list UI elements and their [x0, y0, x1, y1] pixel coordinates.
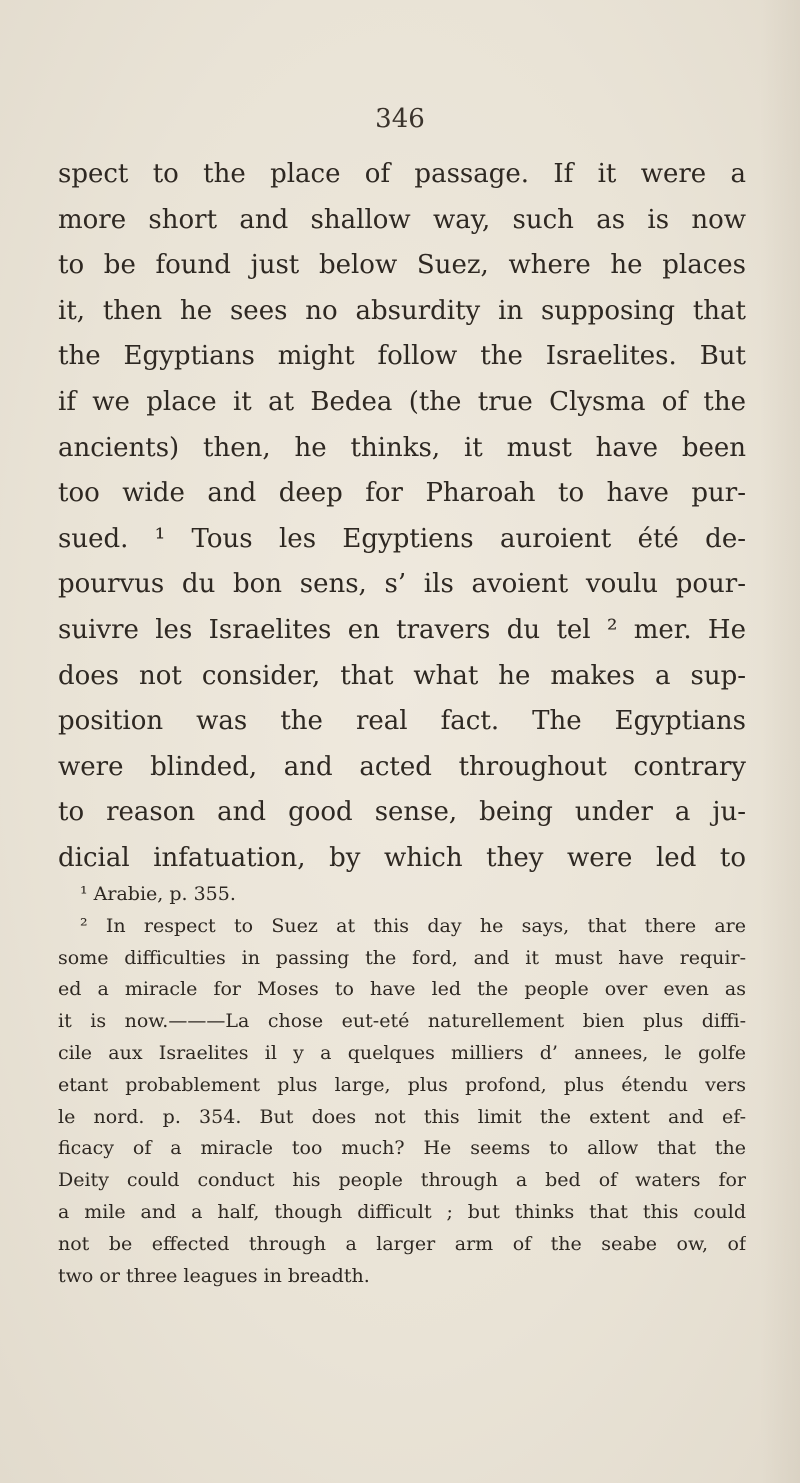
footnote-line: some difficulties in passing the ford, and it must have requir-: [58, 946, 746, 969]
footnote-line: Deity could conduct his people through a bed of waters for: [58, 1169, 746, 1192]
footnote-line: ² In respect to Suez at this day he says, that there are: [80, 914, 746, 937]
text-line: if we place it at Bedea (the true Clysma of the: [58, 386, 746, 417]
footnote-line: ficacy of a miracle too much? He seems to allow that the: [58, 1137, 746, 1160]
text-line: spect to the place of passage. If it were a: [58, 159, 746, 189]
text-line: the Egyptians might follow the Israelites. But: [58, 341, 746, 372]
text-line: to be found just below Suez, where he places: [58, 250, 746, 281]
footnote-line: it is now.———La chose eut-eté naturellement bien plus diffi-: [58, 1010, 746, 1033]
footnote-line: ¹ Arabie, p. 355.: [80, 883, 236, 905]
text-line: does not consider, that what he makes a sup-: [58, 660, 746, 691]
text-line: suivre les Israelites en travers du tel ² mer. He: [58, 614, 746, 645]
footnote-line: ed a miracle for Moses to have led the people over even as: [58, 978, 746, 1001]
main-text: [58, 152, 746, 882]
footnote-line: a mile and a half, though difficult ; but thinks that this could: [58, 1200, 746, 1223]
footnote-line: two or three leagues in breadth.: [58, 1264, 370, 1287]
text-line: position was the real fact. The Egyptians: [58, 706, 746, 737]
text-line: more short and shallow way, such as is now: [58, 204, 746, 235]
text-line: to reason and good sense, being under a ju-: [58, 797, 746, 828]
footnote-line: le nord. p. 354. But does not this limit the extent and ef-: [58, 1105, 746, 1128]
text-line: ancients) then, he thinks, it must have been: [58, 432, 746, 463]
page-number: 346: [375, 104, 425, 134]
footnotes: [58, 879, 746, 1292]
text-line: sued. ¹ Tous les Egyptiens auroient été de-: [58, 523, 746, 554]
text-line: too wide and deep for Pharoah to have pur-: [58, 478, 746, 509]
page-edge-shadow: [760, 0, 800, 1483]
text-line: it, then he sees no absurdity in supposing that: [58, 295, 746, 326]
footnote-line: etant probablement plus large, plus profond, plus étendu vers: [58, 1073, 746, 1096]
footnote-line: not be effected through a larger arm of the seabe ow, of: [58, 1232, 746, 1255]
footnote-line: cile aux Israelites il y a quelques milliers d’ annees, le golfe: [58, 1041, 746, 1064]
text-line: pourvus du bon sens, s’ ils avoient voulu pour-: [58, 569, 746, 600]
text-line: were blinded, and acted throughout contrary: [58, 751, 746, 782]
text-line: dicial infatuation, by which they were led to: [58, 842, 746, 873]
